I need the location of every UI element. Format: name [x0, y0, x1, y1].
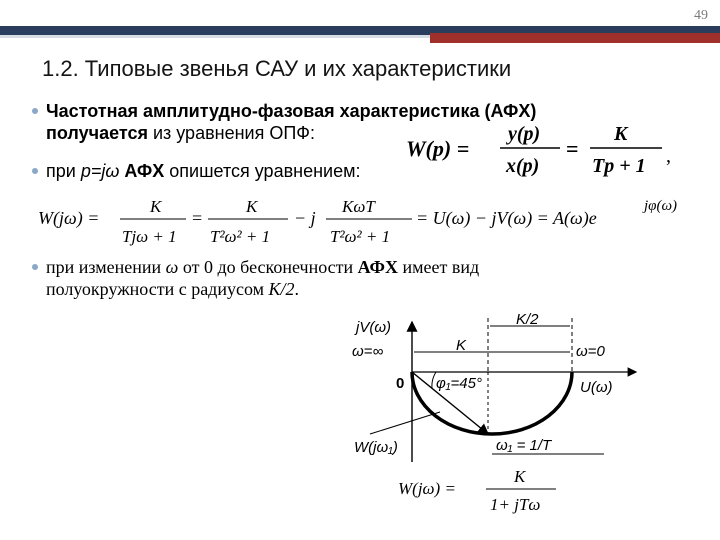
formula-w-lhs: W(jω) = — [398, 479, 456, 498]
omega1-label: ω₁ = 1/T — [496, 437, 552, 454]
bullet-3 — [46, 256, 686, 300]
formula-w-den: 1+ jTω — [490, 495, 541, 514]
bullet-3-omega: ω — [165, 257, 179, 277]
formula-afh-f2-den: T²ω² + 1 — [210, 227, 271, 246]
formula-opf-lhs: W(p) = — [406, 136, 470, 161]
bullet-dot — [32, 264, 38, 270]
bullet-dot — [32, 168, 38, 174]
formula-opf-num2: K — [614, 123, 628, 145]
formula-w-num: K — [514, 467, 526, 486]
bullet-3-text-d: полуокружности с радиусом — [46, 279, 269, 299]
bullet-3-text-c: имеет вид — [397, 257, 480, 277]
afh-diagram — [340, 312, 640, 482]
formula-afh-f1-num: K — [150, 197, 162, 216]
formula-afh-minus-j: − j — [294, 208, 316, 228]
omega-zero-label: ω=0 — [576, 343, 605, 360]
page-number: 49 — [694, 8, 708, 23]
phi-label: φ₁=45° — [436, 375, 482, 392]
formula-opf — [400, 118, 680, 184]
formula-opf-comma: , — [666, 145, 671, 167]
formula-afh-exp: jφ(ω) — [644, 198, 678, 214]
formula-w — [394, 466, 584, 524]
formula-opf-den1: x(p) — [506, 155, 540, 177]
bullet-2-afh: АФХ — [119, 161, 165, 181]
bullet-3-text-e: . — [294, 279, 300, 299]
formula-opf-eq: = — [566, 136, 579, 161]
w-leader — [370, 412, 440, 434]
formula-afh-f3-num: KωT — [342, 197, 375, 216]
formula-opf-num1: y(p) — [508, 123, 541, 145]
bullet-3-text-b: от 0 до бесконечности — [178, 257, 358, 277]
formula-afh-tail: = U(ω) − jV(ω) = A(ω)e — [416, 208, 597, 228]
k-label: K — [456, 337, 467, 354]
w-label: W(jω₁) — [354, 439, 398, 456]
formula-afh-f1-den: Tjω + 1 — [122, 227, 177, 246]
formula-opf-den2: Tp + 1 — [592, 155, 646, 177]
bullet-2-post: опишется уравнением: — [164, 161, 361, 181]
bullet-3-line-1 — [46, 256, 686, 278]
k-half-label: K/2 — [516, 312, 539, 328]
bullet-2-pre: при — [46, 161, 81, 181]
bullet-3-line-2 — [46, 278, 686, 300]
bullet-3-afh: АФХ — [357, 257, 398, 277]
bullet-2-p-eq: p=jω — [80, 161, 120, 181]
bullet-3-radius: K/2 — [268, 279, 295, 299]
u-axis-label: U(ω) — [580, 379, 613, 396]
bullet-3-text-a: при изменении — [46, 257, 166, 277]
omega-inf-label: ω=∞ — [352, 343, 384, 360]
header-accent-bar — [430, 33, 720, 43]
header-grey-bar — [0, 35, 430, 38]
bullet-1-bold: получается — [46, 123, 148, 143]
slide-title: 1.2. Типовые звенья САУ и их характеристики — [42, 56, 512, 81]
v-axis-label: jV(ω) — [356, 319, 392, 336]
formula-afh-lhs: W(jω) = — [38, 208, 100, 228]
formula-afh — [36, 192, 708, 254]
formula-afh-f3-den: T²ω² + 1 — [330, 227, 391, 246]
bullet-dot — [32, 108, 38, 114]
origin-label: 0 — [396, 375, 405, 392]
formula-afh-f2-num: K — [246, 197, 258, 216]
formula-afh-eq1: = — [192, 208, 203, 228]
bullet-1-line-1: Частотная амплитудно-фазовая характеристика (АФХ) — [46, 101, 537, 121]
bullet-1-rest: из уравнения ОПФ: — [147, 123, 315, 143]
